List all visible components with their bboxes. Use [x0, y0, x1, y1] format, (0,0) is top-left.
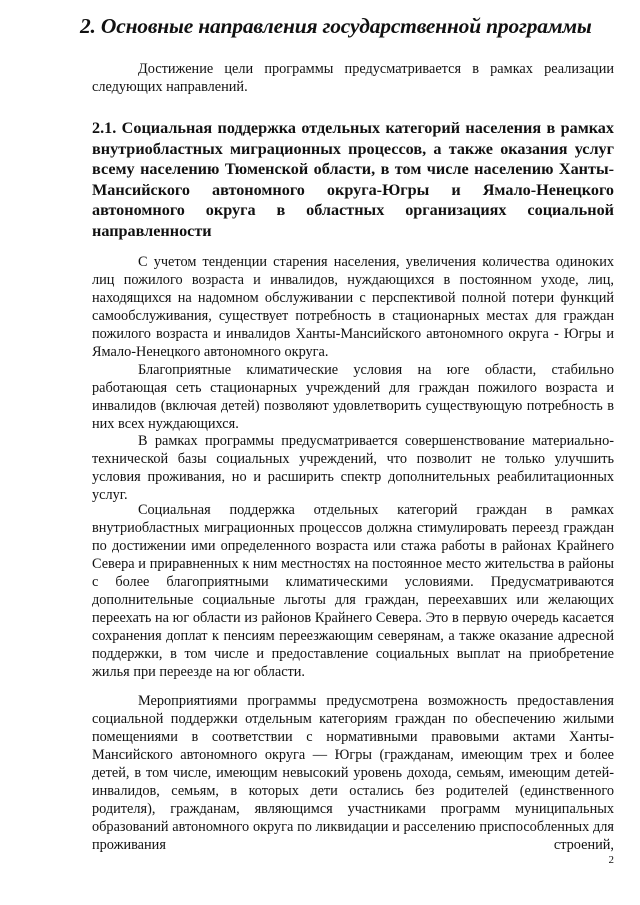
paragraph-aging-population: С учетом тенденции старения населения, увеличения количества одиноких лиц пожилого возраста и инвалидов, нуждающихся в постоянном уходе, лиц, находящихся на надомном обслуживании с перспективой полной потери функций самообслуживания, существует потребность в стационарных местах для граждан пожилого возраста и инвалидов Ханты-Мансийского автономного округа - Югры и Ямало-Ненецкого автономного округа. [92, 254, 614, 360]
intro-paragraph: Достижение цели программы предусматривается в рамках реализации следующих направлений. [92, 61, 614, 95]
paragraph-material-base: В рамках программы предусматривается совершенствование материально-технической базы социальных учреждений, что позволит не только улучшить условия проживания, но и расширить спектр дополнительных реабилитационных услуг. [92, 433, 614, 503]
paragraph-housing-support: Мероприятиями программы предусмотрена возможность предоставления социальной поддержки отдельным категориям граждан по обеспечению жилыми помещениями в соответствии с нормативными правовыми актами Ханты-Мансийского автономного округа — Югры (гражданам, имеющим трех и более детей, в том числе, имеющим невысокий уровень дохода, семьям, имеющим детей-инвалидов, семьям, в которых дети остались без родителей (единственного родителя), гражданам, являющимся участниками программ муниципальных образований автономного округа по ликвидации и расселению приспособленных для проживания строений, [92, 693, 614, 853]
paragraph-climate-conditions: Благоприятные климатические условия на юге области, стабильно работающая сеть стационарных учреждений для граждан пожилого возраста и инвалидов (включая детей) позволяют удовлетворить существующую потребность в них всех нуждающихся. [92, 362, 614, 432]
page-number: 2 [608, 854, 614, 866]
paragraph-migration-support: Социальная поддержка отдельных категорий граждан в рамках внутриобластных миграционных процессов должна стимулировать переезд граждан по достижении ими определенного возраста или стажа работы в районах Крайнего Севера и приравненных к ним местностях на постоянное место жительства в районы с более благоприятными климатическими условиями. Предусматриваются дополнительные социальные льготы для граждан, переехавших или желающих переехать на юг области из районов Крайнего Севера. Это в первую очередь касается сохранения доплат к пенсиям переезжающим северянам, а также оказание адресной поддержки, в том числе и предоставление социальных выплат на приобретение жилья при переезде на юг области. [92, 502, 614, 680]
section-heading: 2. Основные направления государственной программы [80, 14, 592, 38]
subsection-heading: 2.1. Социальная поддержка отдельных категорий населения в рамках внутриобластных миграционных процессов, а также оказания услуг всему населению Тюменской области, в том числе населению Ханты-Мансийского автономного округа-Югры и Ямало-Ненецкого автономного округа в областных организациях социальной направленности [92, 119, 614, 240]
